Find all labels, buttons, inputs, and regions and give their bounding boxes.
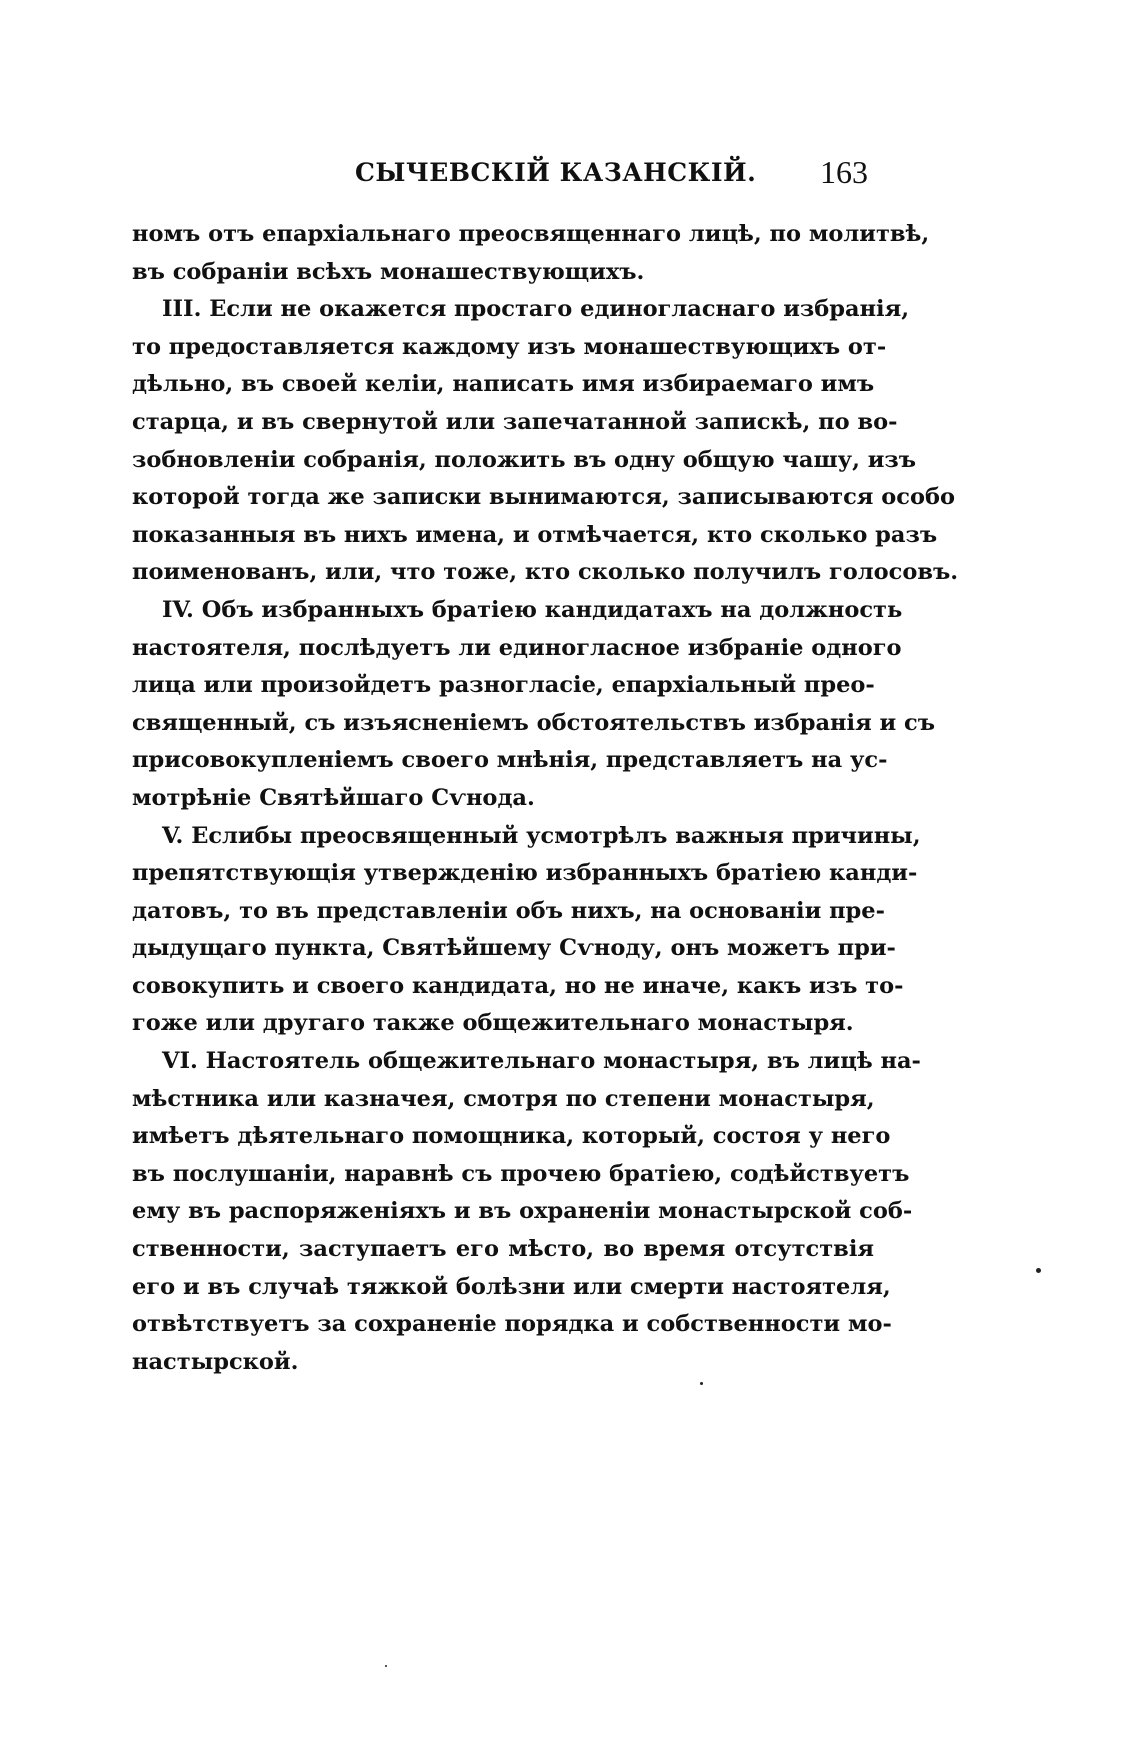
- text-line: то предоставляется каждому изъ монашествующихъ от-: [132, 333, 887, 360]
- text-line: въ собраніи всѣхъ монашествующихъ.: [132, 258, 645, 285]
- text-line: дыдущаго пункта, Святѣйшему Сѵноду, онъ можетъ при-: [132, 935, 896, 962]
- text-line: которой тогда же записки вынимаются, записываются особо: [132, 484, 955, 511]
- text-line: настоятеля, послѣдуетъ ли единогласное избраніе одного: [132, 634, 902, 661]
- text-line: датовъ, то въ представленіи объ нихъ, на основаніи пре-: [132, 897, 885, 924]
- text-line: совокупить и своего кандидата, но не иначе, какъ изъ то-: [132, 972, 904, 999]
- text-line: VI. Настоятель общежительнаго монастыря, въ лицѣ на-: [162, 1048, 921, 1075]
- text-line: V. Еслибы преосвященный усмотрѣлъ важныя причины,: [162, 822, 921, 849]
- text-line: показанныя въ нихъ имена, и отмѣчается, кто сколько разъ: [132, 521, 938, 548]
- page-number: 163: [820, 154, 868, 190]
- text-line: старца, и въ свернутой или запечатанной запискѣ, по во-: [132, 408, 898, 435]
- text-line: священный, съ изъясненіемъ обстоятельствъ избранія и съ: [132, 709, 936, 736]
- text-line: III. Если не окажется простаго единогласнаго избранія,: [162, 296, 910, 323]
- text-line: мѣстника или казначея, смотря по степени монастыря,: [132, 1085, 875, 1112]
- text-line: настырской.: [132, 1348, 299, 1375]
- text-line: отвѣтствуетъ за сохраненіе порядка и собственности мо-: [132, 1311, 892, 1338]
- text-line: его и въ случаѣ тяжкой болѣзни или смерти настоятеля,: [132, 1273, 891, 1300]
- body-text: [132, 216, 959, 1381]
- text-line: дѣльно, въ своей келіи, написать имя избираемаго имъ: [132, 371, 875, 398]
- ink-speck: [1036, 1268, 1041, 1273]
- text-line: гоже или другаго также общежительнаго монастыря.: [132, 1010, 854, 1037]
- text-line: присовокупленіемъ своего мнѣнія, представляетъ на ус-: [132, 747, 888, 774]
- text-line: ственности, заступаетъ его мѣсто, во время отсутствія: [132, 1236, 874, 1263]
- ink-speck: [385, 1665, 387, 1667]
- text-line: поименованъ, или, что тоже, кто сколько получилъ голосовъ.: [132, 559, 959, 586]
- text-line: номъ отъ епархіальнаго преосвященнаго лицѣ, по молитвѣ,: [132, 221, 930, 247]
- text-line: ему въ распоряженіяхъ и въ охраненіи монастырской соб-: [132, 1198, 913, 1225]
- text-line: имѣетъ дѣятельнаго помощника, который, состоя у него: [132, 1123, 891, 1150]
- ink-speck: [700, 1382, 703, 1385]
- text-line: препятствующія утвержденію избранныхъ братіею канди-: [132, 860, 918, 887]
- running-title: СЫЧЕВСКІЙ КАЗАНСКІЙ.: [355, 158, 757, 187]
- text-line: зобновленіи собранія, положить въ одну общую чашу, изъ: [132, 446, 917, 473]
- text-line: въ послушаніи, наравнѣ съ прочею братіею, содѣйствуетъ: [132, 1160, 910, 1187]
- text-line: IV. Объ избранныхъ братіею кандидатахъ на должность: [162, 596, 903, 623]
- text-line: лица или произойдетъ разногласіе, епархіальный прео-: [132, 672, 875, 699]
- text-line: мотрѣніе Святѣйшаго Сѵнода.: [132, 784, 535, 811]
